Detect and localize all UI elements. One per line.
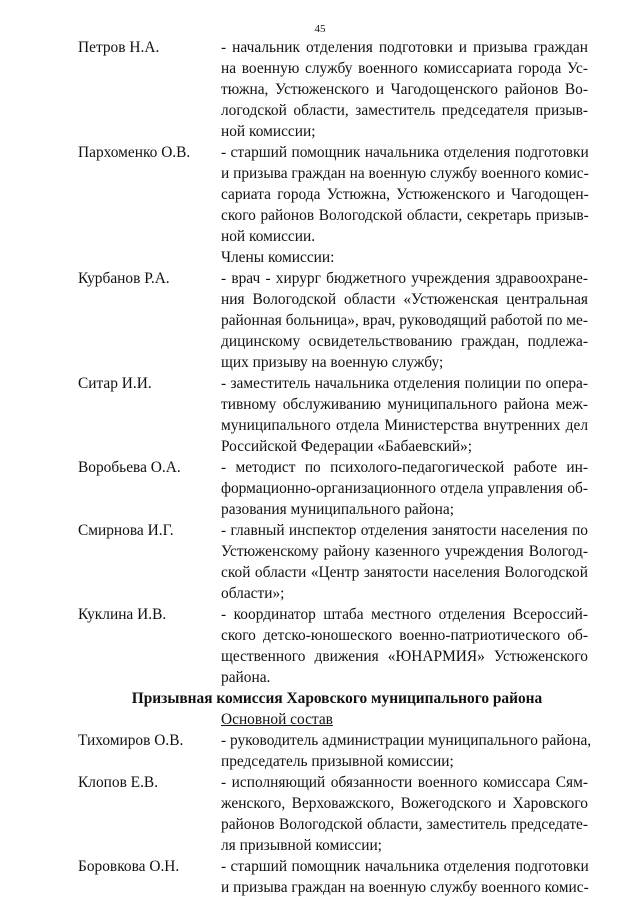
member-role-line: - начальник отделения подготовки и призыва граждан xyxy=(221,39,588,56)
document-body xyxy=(78,37,592,898)
member-role-line: - главный инспектор отделения занятости населения по xyxy=(221,522,588,539)
member-role-line: женского, Верховажского, Вожегодского и Харовского xyxy=(221,795,588,812)
page-number: 45 xyxy=(314,23,326,35)
member-role xyxy=(221,730,591,772)
member-role-line: сариата города Устюжна, Устюженского и Чагодощен- xyxy=(221,186,589,203)
member-role-line: тивному обслуживанию муниципального района меж- xyxy=(221,396,588,413)
member-role-line: щих призыву на военную службу; xyxy=(221,354,444,371)
member-entry xyxy=(78,520,588,604)
member-role xyxy=(221,457,588,520)
member-role-line: - заместитель начальника отделения полиции по опера- xyxy=(221,375,588,392)
member-entry xyxy=(78,772,588,856)
member-name: Петров Н.А. xyxy=(78,39,160,56)
member-role xyxy=(221,856,589,898)
member-role xyxy=(221,373,588,457)
member-role-line: ского районов Вологодской области, секретарь призыв- xyxy=(221,207,589,224)
member-role-line: ния Вологодской области «Устюженская центральная xyxy=(221,291,588,308)
member-entry xyxy=(78,373,588,457)
member-name: Воробьева О.А. xyxy=(78,459,181,476)
member-role-line: района. xyxy=(221,669,271,686)
members-heading: Члены комиссии: xyxy=(221,249,335,266)
member-role-line: логодской области, заместитель председателя призыв- xyxy=(221,102,588,119)
member-entry xyxy=(78,268,588,373)
member-name: Смирнова И.Г. xyxy=(78,522,174,539)
member-role-line: дицинскому освидетельствованию граждан, подлежа- xyxy=(221,333,588,350)
member-entry xyxy=(78,856,588,898)
member-role-line: - врач - хирург бюджетного учреждения здравоохране- xyxy=(221,270,588,287)
member-name: Куклина И.В. xyxy=(78,606,167,623)
member-name: Ситар И.И. xyxy=(78,375,152,392)
member-role-line: ля призывной комиссии; xyxy=(221,837,382,854)
member-role-line: щественного движения «ЮНАРМИЯ» Устюженского xyxy=(221,648,588,665)
member-entry xyxy=(78,37,588,142)
member-role-line: - методист по психолого-педагогической работе ин- xyxy=(221,459,588,476)
member-name: Пархоменко О.В. xyxy=(78,144,191,161)
member-role xyxy=(221,772,588,856)
member-role-line: районная больница», врач, руководящий работой по ме- xyxy=(221,312,588,329)
member-role xyxy=(221,142,589,247)
member-role-line: - старший помощник начальника отделения подготовки xyxy=(221,858,589,875)
member-role xyxy=(221,268,588,373)
member-role-line: ского детско-юношеского военно-патриотического об- xyxy=(221,627,588,644)
member-role-line: председатель призывной комиссии; xyxy=(221,753,454,770)
member-role-line: и призыва граждан на военную службу военного комис- xyxy=(221,879,589,896)
member-role-line: ской области «Центр занятости населения Вологодской xyxy=(221,564,588,581)
member-role xyxy=(221,604,588,688)
member-role-line: разования муниципального района; xyxy=(221,501,454,518)
commission-entries-top xyxy=(78,37,588,247)
commission-members-list xyxy=(78,268,588,688)
member-entry xyxy=(78,457,588,520)
member-role-line: формационно-организационного отдела управления об- xyxy=(221,480,588,497)
member-name: Боровкова О.Н. xyxy=(78,858,180,875)
member-role-line: - исполняющий обязанности военного комиссара Сям- xyxy=(221,774,588,791)
section-title: Призывная комиссия Хаpовского муниципального района xyxy=(131,690,543,707)
member-role-line: Российской Федерации «Бабаевский»; xyxy=(221,438,473,455)
member-name: Курбанов Р.А. xyxy=(78,270,170,287)
composition-heading xyxy=(78,709,588,730)
member-role-line: на военную службу военного комиссариата города Ус- xyxy=(221,60,588,77)
member-role xyxy=(221,520,588,604)
member-role-line: и призыва граждан на военную службу военного комис- xyxy=(221,165,589,182)
member-role-line: районов Вологодской области, заместитель председате- xyxy=(221,816,588,833)
member-entry xyxy=(78,604,588,688)
main-composition-list xyxy=(78,730,592,898)
member-role-line: тюжна, Устюженского и Чагодощенского районов Во- xyxy=(221,81,588,98)
member-role-line: ной комиссии; xyxy=(221,123,316,140)
member-name: Клопов Е.В. xyxy=(78,774,159,791)
member-entry xyxy=(78,730,592,772)
member-role-line: муниципального отдела Министерства внутренних дел xyxy=(221,417,588,434)
member-entry xyxy=(78,142,588,247)
composition-heading-text: Основной состав xyxy=(221,711,333,728)
member-role-line: - старший помощник начальника отделения подготовки xyxy=(221,144,589,161)
member-name: Тихомиров О.В. xyxy=(78,732,184,749)
member-role-line: ной комиссии. xyxy=(221,228,316,245)
member-role-line: Устюженскому району казенного учреждения Вологод- xyxy=(221,543,588,560)
member-role-line: - руководитель администрации муниципального района, xyxy=(221,732,592,749)
member-role-line: - координатор штаба местного отделения Всероссий- xyxy=(221,606,588,623)
member-role xyxy=(221,37,588,142)
member-role-line: области»; xyxy=(221,585,285,602)
